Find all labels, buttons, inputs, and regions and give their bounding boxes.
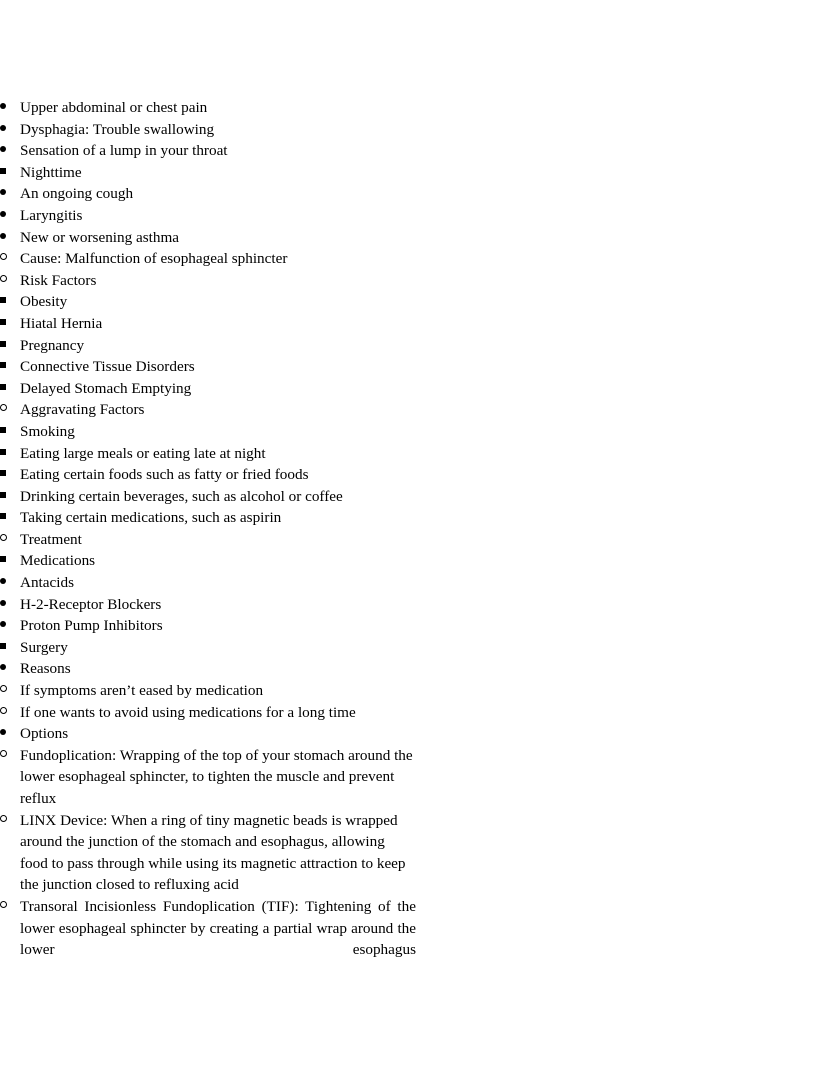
outline-item-text: Nighttime [20, 163, 82, 181]
outline-item [0, 119, 465, 141]
bullet-glyph [0, 297, 6, 303]
bullet-glyph [0, 707, 7, 714]
bullet-glyph [0, 664, 6, 670]
outline-item [0, 615, 465, 637]
outline-item-text: Eating large meals or eating late at night [20, 444, 266, 462]
outline-item [0, 702, 416, 724]
outline-item [0, 550, 513, 572]
bullet-glyph [0, 901, 7, 908]
outline-item [0, 421, 513, 443]
bullet-glyph [0, 815, 7, 822]
circle-bullet-icon [0, 529, 20, 551]
outline-item [0, 637, 513, 659]
outline-content [0, 97, 828, 982]
bullet-glyph [0, 362, 6, 368]
square-bullet-icon [0, 486, 20, 508]
outline-item [0, 486, 513, 508]
outline-item [0, 97, 465, 119]
bullet-glyph [0, 168, 6, 174]
bullet-glyph [0, 578, 6, 584]
bullet-glyph [0, 233, 6, 239]
outline-item [0, 248, 562, 270]
outline-item-text: New or worsening asthma [20, 228, 180, 246]
outline-item [0, 183, 465, 205]
outline-item-text: LINX Device: When a ring of tiny magnetic beads is wrapped around the junction of the stomach and esophagus, allowing food to pass through while using its magnetic attraction to keep the junction closed to refluxing acid [20, 811, 406, 894]
bullet-glyph [0, 729, 6, 735]
outline-item-text: Cause: Malfunction of esophageal sphincter [20, 250, 288, 268]
outline-item-text: Medications [20, 552, 96, 570]
bullet-glyph [0, 513, 6, 519]
outline-item-text: Transoral Incisionless Fundoplication (TIF): Tightening of the lower esophageal sphincter by creating a partial wrap around the lower esophagus [20, 897, 416, 959]
outline-item [0, 140, 465, 162]
outline-item-text: Smoking [20, 422, 75, 440]
outline-item-text: An ongoing cough [20, 185, 134, 203]
bullet-glyph [0, 600, 6, 606]
disc-bullet-icon [0, 723, 20, 745]
outline-item [0, 896, 416, 982]
bullet-glyph [0, 470, 6, 476]
disc-bullet-icon [0, 572, 20, 594]
outline-list [0, 97, 828, 982]
square-bullet-icon [0, 356, 20, 378]
outline-item-text: Eating certain foods such as fatty or fried foods [20, 466, 309, 484]
disc-bullet-icon [0, 140, 20, 162]
outline-item-text: Reasons [20, 660, 71, 678]
outline-item [0, 399, 562, 421]
square-bullet-icon [0, 335, 20, 357]
disc-bullet-icon [0, 97, 20, 119]
bullet-glyph [0, 556, 6, 562]
bullet-glyph [0, 384, 6, 390]
outline-item-text: Proton Pump Inhibitors [20, 617, 163, 635]
bullet-glyph [0, 685, 7, 692]
square-bullet-icon [0, 550, 20, 572]
disc-bullet-icon [0, 205, 20, 227]
outline-item-text: Hiatal Hernia [20, 314, 103, 332]
outline-item-text: Sensation of a lump in your throat [20, 142, 228, 160]
bullet-glyph [0, 621, 6, 627]
outline-item [0, 529, 562, 551]
outline-item [0, 745, 416, 810]
outline-item-text: Taking certain medications, such as aspirin [20, 509, 282, 527]
outline-item-text: Pregnancy [20, 336, 85, 354]
outline-item-text: Risk Factors [20, 271, 97, 289]
bullet-glyph [0, 449, 6, 455]
outline-item-text: Antacids [20, 574, 74, 592]
square-bullet-icon [0, 637, 20, 659]
bullet-glyph [0, 211, 6, 217]
circle-bullet-icon [0, 270, 20, 292]
outline-item [0, 723, 465, 745]
bullet-glyph [0, 319, 6, 325]
circle-bullet-icon [0, 745, 20, 767]
outline-item-text: If one wants to avoid using medications for a long time [20, 703, 356, 721]
bullet-glyph [0, 341, 6, 347]
disc-bullet-icon [0, 594, 20, 616]
bullet-glyph [0, 146, 6, 152]
circle-bullet-icon [0, 248, 20, 270]
outline-item-text: Delayed Stomach Emptying [20, 379, 192, 397]
square-bullet-icon [0, 313, 20, 335]
outline-item-text: Aggravating Factors [20, 401, 145, 419]
outline-item [0, 205, 465, 227]
square-bullet-icon [0, 378, 20, 400]
bullet-glyph [0, 492, 6, 498]
outline-item [0, 227, 465, 249]
square-bullet-icon [0, 464, 20, 486]
square-bullet-icon [0, 507, 20, 529]
circle-bullet-icon [0, 680, 20, 702]
disc-bullet-icon [0, 615, 20, 637]
circle-bullet-icon [0, 896, 20, 918]
bullet-glyph [0, 643, 6, 649]
outline-item [0, 658, 465, 680]
outline-item-text: Fundoplication: Wrapping of the top of your stomach around the lower esophageal sphincter, to tighten the muscle and prevent reflux [20, 746, 413, 807]
outline-item-text: H-2-Receptor Blockers [20, 595, 162, 613]
disc-bullet-icon [0, 658, 20, 680]
bullet-glyph [0, 534, 7, 541]
bullet-glyph [0, 275, 7, 282]
bullet-glyph [0, 750, 7, 757]
outline-item-text: Dysphagia: Trouble swallowing [20, 120, 215, 138]
outline-item-text: Drinking certain beverages, such as alcohol or coffee [20, 487, 343, 505]
outline-item-text: Upper abdominal or chest pain [20, 99, 208, 116]
outline-item [0, 378, 513, 400]
bullet-glyph [0, 427, 6, 433]
square-bullet-icon [0, 162, 20, 184]
outline-item-text: If symptoms aren’t eased by medication [20, 682, 264, 700]
outline-item-text: Laryngitis [20, 206, 83, 224]
bullet-glyph [0, 125, 6, 131]
outline-item [0, 162, 513, 184]
outline-item [0, 291, 513, 313]
outline-item-text: Connective Tissue Disorders [20, 358, 195, 376]
square-bullet-icon [0, 443, 20, 465]
outline-item [0, 507, 513, 529]
outline-item [0, 810, 416, 896]
outline-item [0, 270, 562, 292]
outline-item [0, 443, 513, 465]
circle-bullet-icon [0, 702, 20, 724]
disc-bullet-icon [0, 227, 20, 249]
outline-item [0, 313, 513, 335]
circle-bullet-icon [0, 810, 20, 832]
outline-item-text: Surgery [20, 638, 68, 656]
circle-bullet-icon [0, 399, 20, 421]
outline-item [0, 680, 416, 702]
outline-item [0, 594, 465, 616]
square-bullet-icon [0, 421, 20, 443]
outline-item-text: Obesity [20, 293, 68, 311]
bullet-glyph [0, 404, 7, 411]
bullet-glyph [0, 253, 7, 260]
outline-item-text: Options [20, 725, 69, 743]
disc-bullet-icon [0, 183, 20, 205]
outline-item [0, 464, 513, 486]
outline-item [0, 335, 513, 357]
outline-item [0, 572, 465, 594]
bullet-glyph [0, 103, 6, 109]
disc-bullet-icon [0, 119, 20, 141]
square-bullet-icon [0, 291, 20, 313]
outline-item [0, 356, 513, 378]
outline-item-text: Treatment [20, 530, 82, 548]
bullet-glyph [0, 189, 6, 195]
